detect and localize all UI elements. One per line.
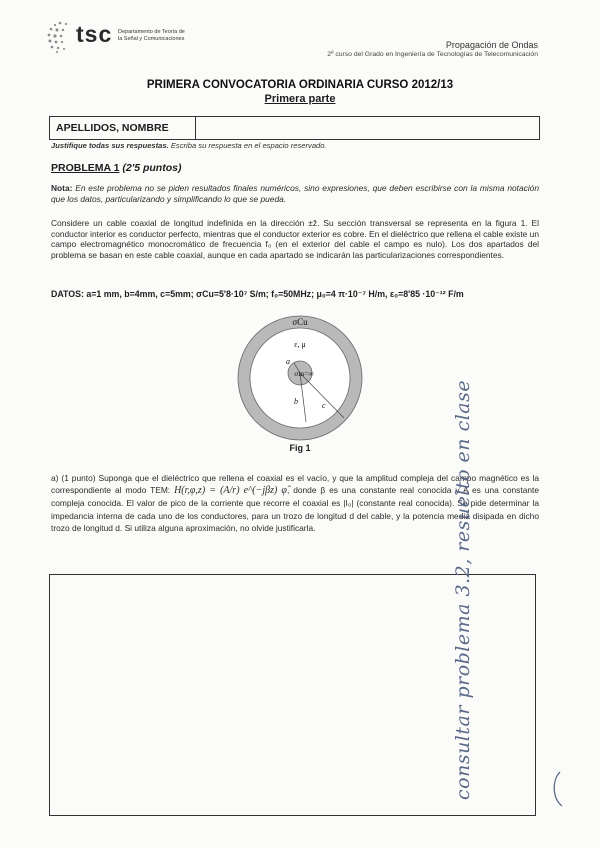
part-a-text: a) (1 punto) Suponga que el dieléctrico que rellena el coaxial es el vacío, y que la amplitud compleja del campo magnético es la correspondiente al modo TEM: H(r,φ,z) = (A/r) e^(−jβz) φ̂, donde β es una constante real conocida y A es una constante compleja conocida. El valor de pico de la corriente que recorre el coaxial es |I₀| (constante real conocida). Se pide determinar la impedancia interna de cada uno de los conductores, para un trozo de longitud d del cable, y la potencia media disipada en dicho trozo de longitud d. Si utiliza alguna aproximación, no olvide justificarla.	[51, 473, 539, 533]
course-title: Propagación de Ondas	[445, 40, 538, 50]
problem-title: PROBLEMA 1 (2'5 puntos)	[51, 162, 182, 174]
label-dielectric: ε, μ	[294, 340, 306, 349]
label-inner: σin=∞	[294, 369, 314, 378]
label-outer: σCu	[292, 317, 308, 327]
name-field-label: APELLIDOS, NOMBRE	[50, 117, 196, 139]
exam-title: PRIMERA CONVOCATORIA ORDINARIA CURSO 2012/13	[146, 79, 454, 91]
handwritten-arrow-icon	[548, 770, 568, 810]
part-a-equation: H(r,φ,z) = (A/r) e^(−jβz) φ̂	[174, 485, 287, 497]
coaxial-figure	[236, 314, 364, 442]
problem-statement: Considere un cable coaxial de longitud indefinida en la dirección ±ẑ. Su sección transversal se representa en la figura 1. El conductor interior es conductor perfecto, mientras que el conductor exterior es cobre. En el dieléctrico que rellena el cable existe un campo electromagnético monocromático de frecuencia f₀ (en el exterior del cable el campo es nulo). Los dos apartados del problema se basan en este cable coaxial, aunque en cada apartado se indicarán las particularizaciones correspondientes.	[51, 218, 539, 260]
problem-note: Nota: En este problema no se piden resultados finales numéricos, sino expresiones, que deben escribirse con la misma notación que los datos, particularizando y simplificando lo que se pueda.	[51, 183, 539, 204]
instructions: Justifique todas sus respuestas. Escriba su respuesta en el espacio reservado.	[51, 141, 327, 150]
exam-subtitle: Primera parte	[264, 93, 336, 105]
name-input-area[interactable]	[196, 117, 539, 139]
logo-dots-icon	[46, 20, 72, 54]
label-a: a	[286, 357, 290, 366]
problem-data: DATOS: a=1 mm, b=4mm, c=5mm; σCu=5'8·10⁷ S/m; f₀=50MHz; μ₀=4 π·10⁻⁷ H/m, ε₀=8'85 ·10⁻¹² F/m	[51, 289, 464, 299]
department-name: Departamento de Teoría de la Señal y Comunicaciones	[118, 29, 185, 42]
label-b: b	[294, 397, 298, 406]
figure-caption: Fig 1	[289, 443, 311, 453]
handwritten-margin-note: consultar problema 3.2, resuelto en clase	[452, 379, 474, 800]
label-c: c	[322, 401, 326, 410]
name-field[interactable]	[49, 116, 540, 140]
course-subtitle: 2º curso del Grado en Ingeniería de Tecnologías de Telecomunicación	[327, 51, 538, 58]
logo-text: tsc	[76, 21, 113, 47]
